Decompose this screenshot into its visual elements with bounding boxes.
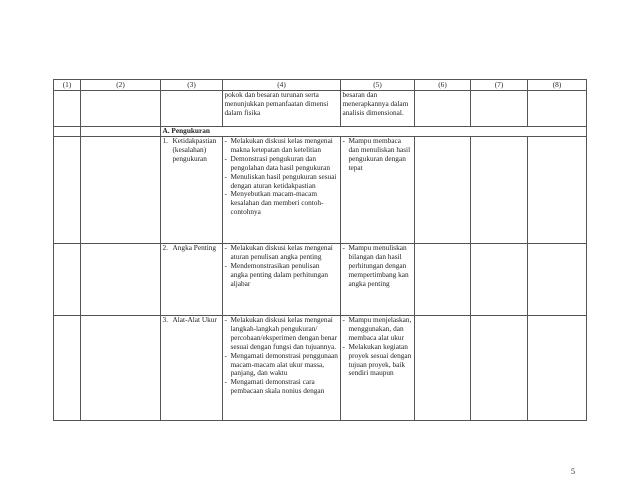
list-item: - Mengamati demonstrasi penggunaan macam-macam alat ukur massa, panjang, dan waktu: [224, 350, 338, 378]
section-title: A. Pengukuran: [161, 127, 587, 137]
activities-cell: [223, 244, 341, 316]
header-cell: (6): [415, 80, 471, 91]
list-item: - Mengamati demonstrasi cara pembacaan skala nonius dengan: [224, 377, 325, 396]
topic-cell: [161, 137, 223, 244]
header-row: [54, 80, 587, 91]
header-cell: (2): [81, 80, 161, 91]
header-cell: (3): [161, 80, 223, 91]
topic-number: 1.: [162, 136, 168, 145]
list-item: - Melakukan diskusi kelas mengenai aturan penulisan angka penting: [224, 243, 333, 261]
list-item: - Melakukan diskusi kelas mengenai makna ketepatan dan ketelitian: [224, 136, 333, 154]
section-row: [54, 127, 587, 137]
list-item: - Mendemonstrasikan penulisan angka penting dalam perhitungan aljabar: [224, 260, 328, 288]
activity-continuation: pokok dan besaran turunan serta menunjukkan pemanfaatan dimensi dalam fisika: [223, 91, 341, 127]
topic-number: 2.: [162, 243, 168, 252]
list-item: - Demonstrasi pengukuran dan pengolahan data hasil pengukuran: [224, 153, 330, 172]
topic-number: 3.: [162, 315, 168, 324]
table-row: [54, 137, 587, 244]
competencies-cell: [341, 137, 415, 244]
list-item: - Mampu membaca dan menuliskan hasil pengukuran dengan tepat: [342, 136, 411, 172]
topic-title: Alat-Alat Ukur: [172, 315, 217, 324]
syllabus-table: [53, 79, 587, 421]
topic-cell: [161, 244, 223, 316]
activities-cell: [223, 316, 341, 421]
list-item: - Mampu menjelaskan, menggunakan, dan membaca alat ukur: [342, 315, 412, 342]
list-item: - Menuliskan hasil pengukuran sesuai dengan aturan ketidakpastian: [224, 171, 337, 190]
header-cell: (1): [54, 80, 81, 91]
list-item: - Menyebutkan macam-macam kesalahan dan memberi contoh-contohnya: [224, 189, 324, 217]
activities-cell: [223, 137, 341, 244]
table-row: [54, 316, 587, 421]
page-number: 5: [571, 467, 575, 476]
header-cell: (7): [471, 80, 528, 91]
table-row: [54, 244, 587, 316]
competencies-cell: [341, 244, 415, 316]
header-cell: (8): [528, 80, 587, 91]
continuation-row: [54, 91, 587, 127]
topic-title: Ketidakpastian (kesalahan) pengukuran: [172, 136, 217, 163]
topic-title: Angka Penting: [172, 243, 217, 252]
list-item: - Melakukan kegiatan proyek sesuai dengan tujuan proyek, baik sendiri maupun: [342, 341, 412, 378]
header-cell: (5): [341, 80, 415, 91]
competency-continuation: besaran dan menerapkannya dalam analisis dimensional.: [341, 91, 415, 127]
list-item: - Melakukan diskusi kelas mengenai langkah-langkah pengukuran/ percobaan/eksperimen dengan benar sesuai dengan fungsi dan tujuannya.: [224, 315, 338, 351]
competencies-cell: [341, 316, 415, 421]
topic-cell: [161, 316, 223, 421]
list-item: - Mampu menuliskan bilangan dan hasil perhitungan dengan mempertimbang kan angka penting: [342, 243, 409, 288]
header-cell: (4): [223, 80, 341, 91]
